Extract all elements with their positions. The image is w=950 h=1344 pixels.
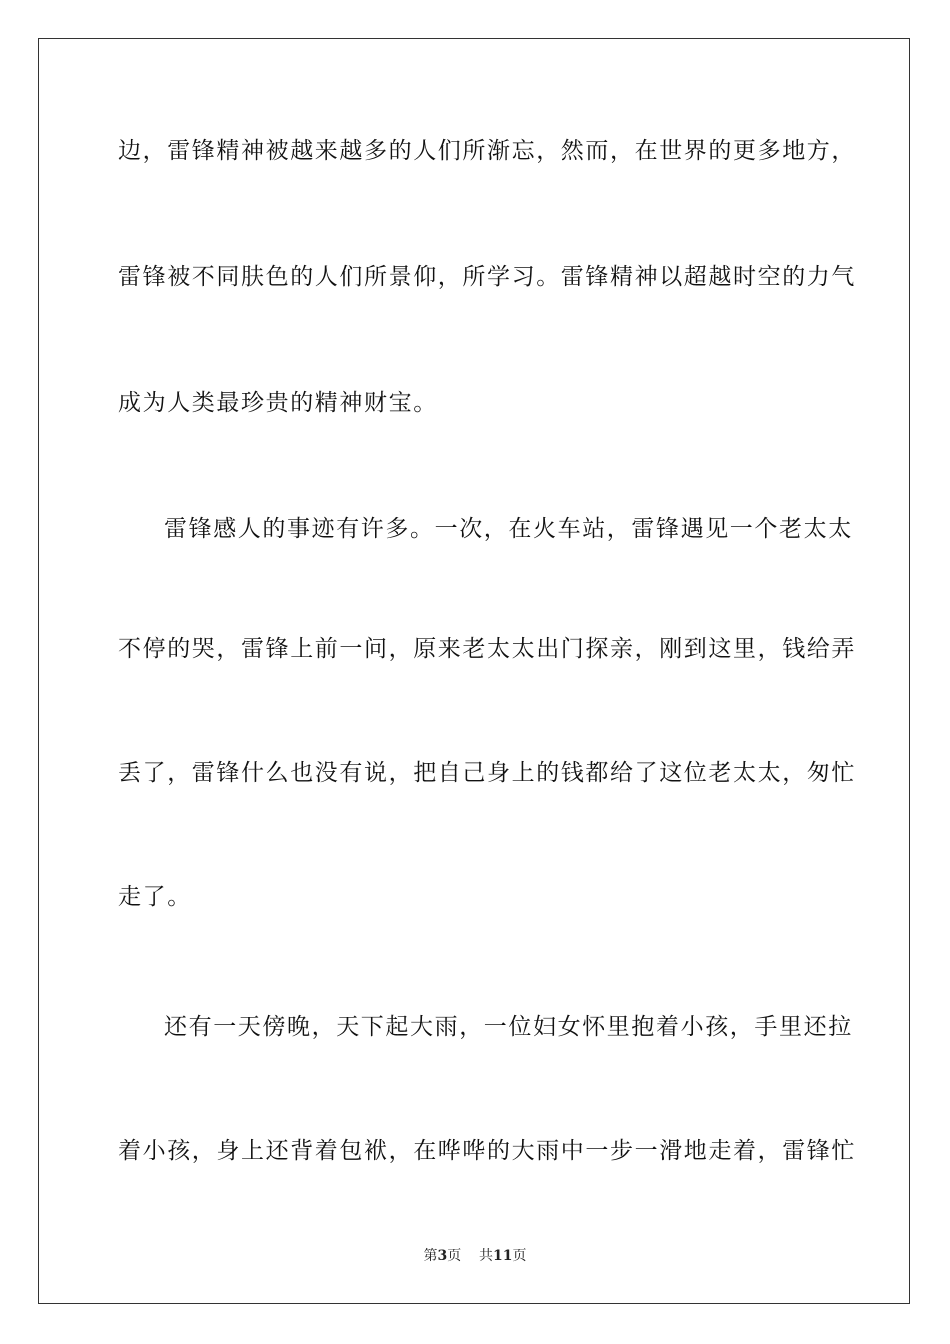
text-line: 边，雷锋精神被越来越多的人们所渐忘，然而，在世界的更多地方， [118,138,856,164]
text-line: 着小孩，身上还背着包袱，在哗哗的大雨中一步一滑地走着，雷锋忙 [118,1138,856,1164]
text-line: 雷锋感人的事迹有许多。一次，在火车站，雷锋遇见一个老太太 [164,516,853,542]
text-line: 不停的哭，雷锋上前一问，原来老太太出门探亲，刚到这里，钱给弄 [118,636,856,662]
text-line: 成为人类最珍贵的精神财宝。 [118,390,438,416]
text-line: 雷锋被不同肤色的人们所景仰，所学习。雷锋精神以超越时空的力气 [118,264,856,290]
page-footer [0,1247,950,1265]
page-frame [38,38,910,1304]
text-line: 走了。 [118,884,192,910]
text-line: 还有一天傍晚，天下起大雨，一位妇女怀里抱着小孩，手里还拉 [164,1014,853,1040]
text-line: 丢了，雷锋什么也没有说，把自己身上的钱都给了这位老太太，匆忙 [118,760,856,786]
total-pages: 11 [493,1248,513,1264]
page-prefix: 第 [423,1248,438,1264]
total-prefix: 共 [479,1248,494,1264]
page-suffix: 页 [447,1248,462,1264]
page-number: 3 [437,1248,448,1264]
total-suffix: 页 [512,1248,527,1264]
